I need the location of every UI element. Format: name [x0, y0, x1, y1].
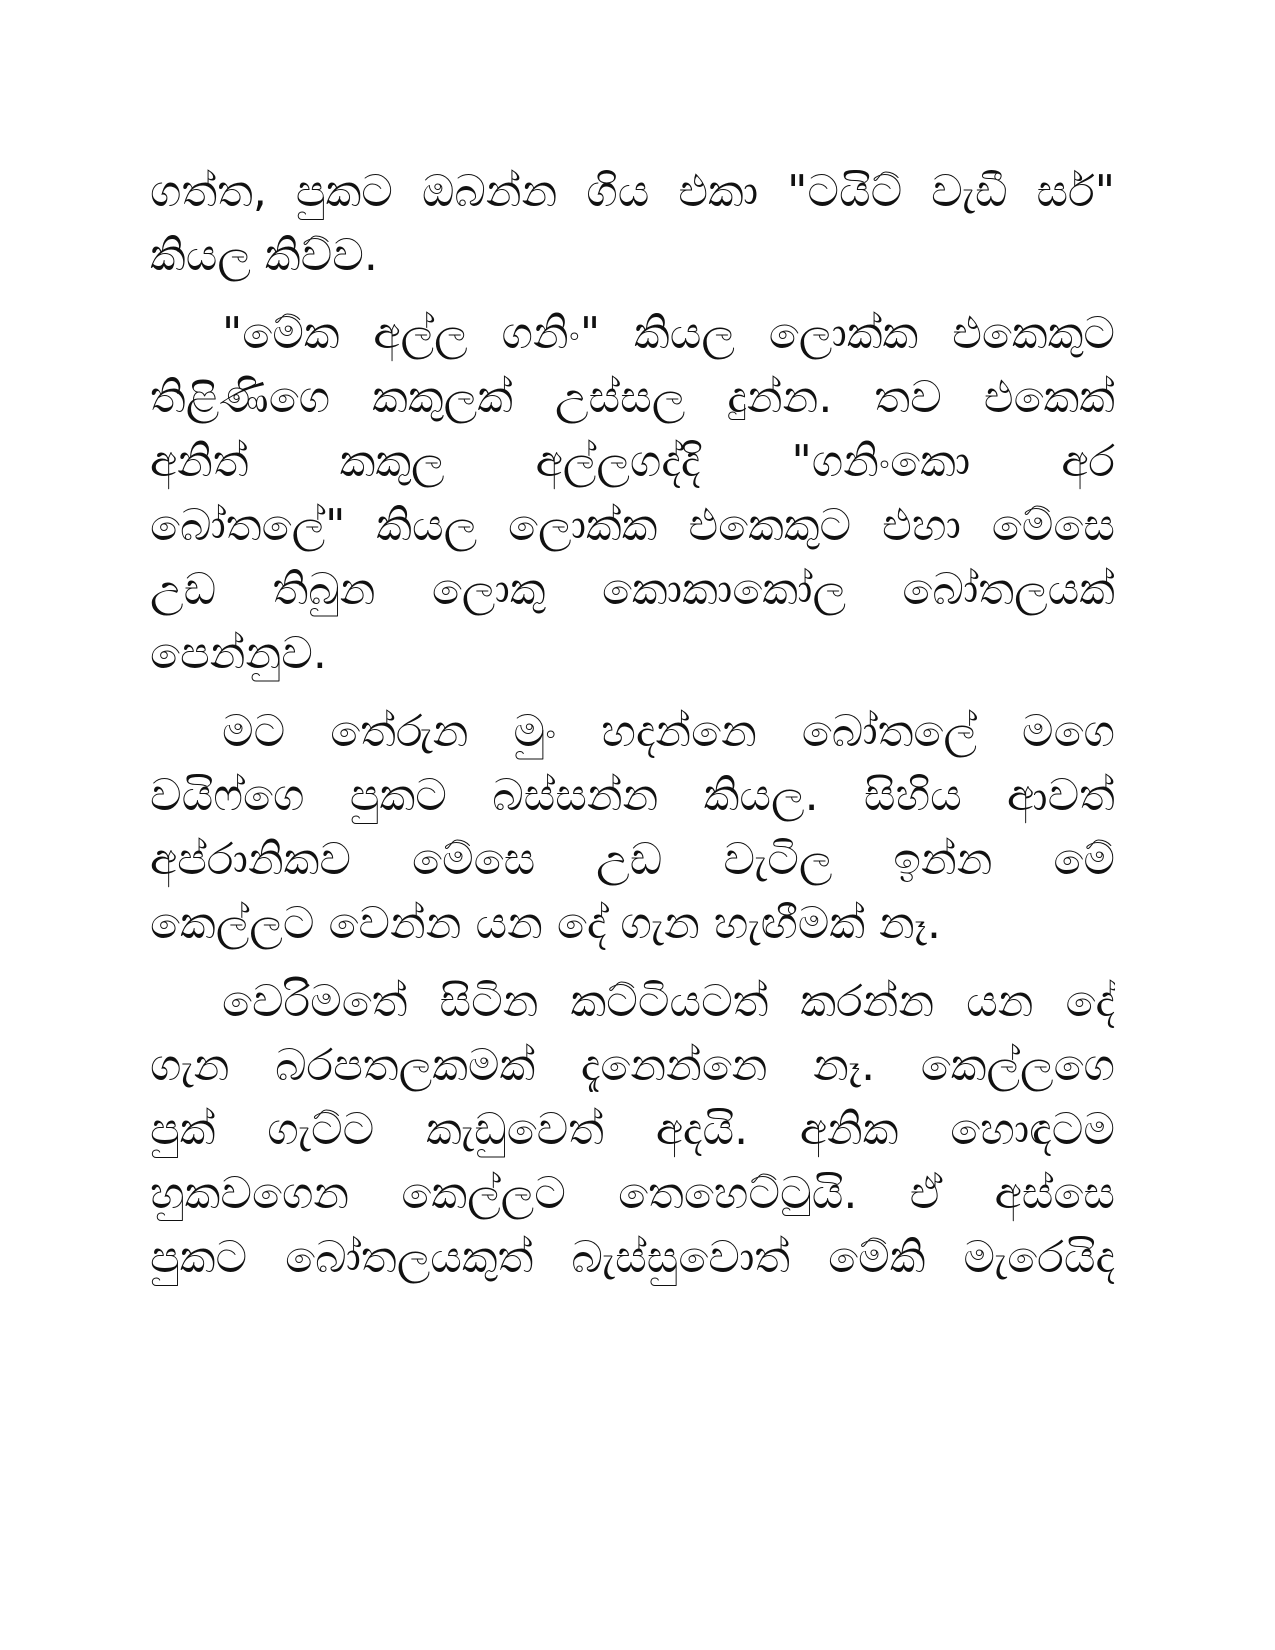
- text-line: පුක් ගැට්ට කැඩුවෙත් අදයි. අනික හොඳටම: [150, 1104, 1115, 1155]
- paragraph-3: [150, 700, 1115, 956]
- text-line: වෙරිමතේ සිටින කට්ටියටත් කරන්න යන දේ: [222, 976, 1115, 1027]
- text-line: ගැන බරපතලකමක් දැනෙන්නෙ නෑ. කෙල්ලගෙ: [150, 1040, 1115, 1091]
- text-line: පෙන්නුව.: [150, 628, 327, 679]
- paragraph-4: [150, 970, 1115, 1290]
- text-line: වයිෆ්ගෙ පුකට බස්සන්න කියල. සිහිය ආවත්: [150, 770, 1115, 821]
- text-line: බෝතලේ" කියල ලොක්ක එකෙකුට එහා මේසෙ: [150, 500, 1115, 551]
- text-line: කියල කිව්ව.: [150, 230, 378, 281]
- text-line: උඩ තිබුන ලොකු කොකාකෝල බෝතලයක්: [150, 564, 1115, 615]
- text-line: අප්රානිකව මේසෙ උඩ වැටිල ඉන්න මේ: [150, 834, 1115, 885]
- text-line: පුකට බෝතලයකුත් බැස්සුවොත් මේකි මැරෙයිද: [150, 1232, 1115, 1283]
- text-line: අනිත් කකුල අල්ලගද්දි "ගනිංකො අර: [150, 436, 1115, 487]
- paragraph-1: [150, 160, 1115, 288]
- text-line: ගත්ත, පුකට ඔබන්න ගිය එකා "ටයිට් වැඩී සර්": [150, 166, 1115, 217]
- text-line: "මේක අල්ල ගනිං" කියල ලොක්ක එකෙකුට: [222, 308, 1115, 359]
- paragraph-2: [150, 302, 1115, 686]
- text-line: හුකවගෙන කෙල්ලට තෙහෙට්ටුයි. ඒ අස්සෙ: [150, 1168, 1115, 1219]
- text-line: කෙල්ලට වෙන්න යන දේ ගැන හැඟීමක් නෑ.: [150, 898, 942, 949]
- text-line: මට තේරුන මුං හදන්නෙ බෝතලේ මගෙ: [222, 706, 1115, 757]
- body-text: [150, 160, 1115, 1290]
- text-line: තිළිණිගෙ කකුලක් උස්සල දුන්න. තව එකෙක්: [150, 372, 1115, 423]
